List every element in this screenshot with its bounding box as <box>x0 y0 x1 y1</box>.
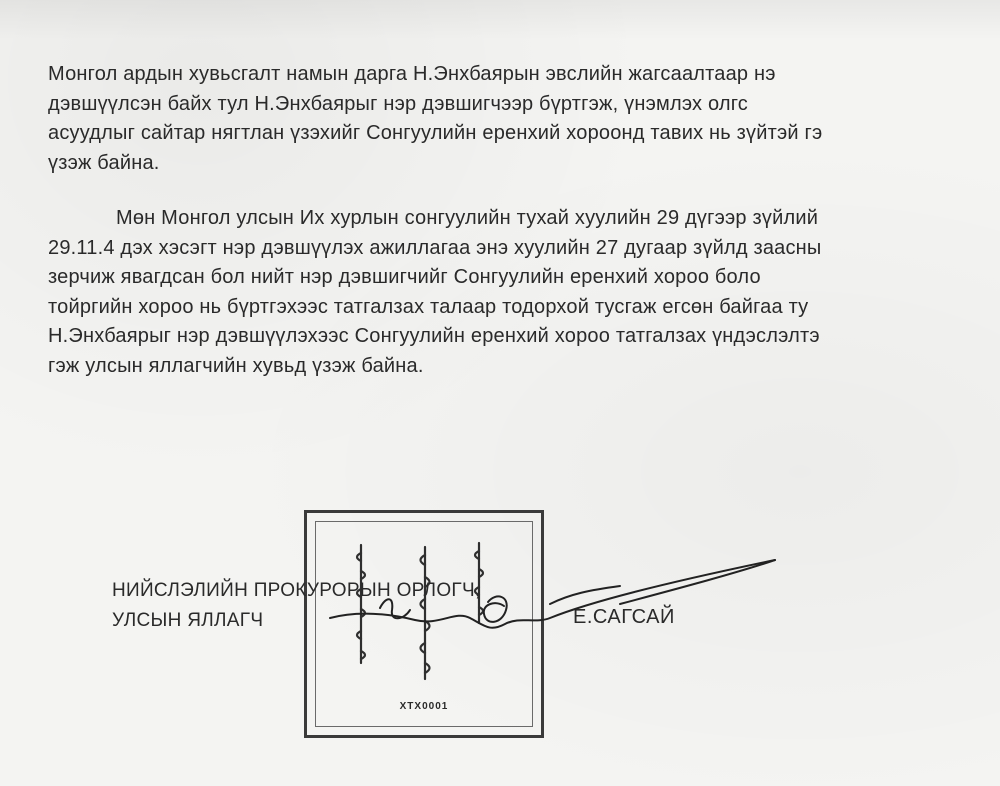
paragraph-line: гэж улсын яллагчийн хувьд үзэж байна. <box>48 354 424 377</box>
paragraph-line: дэвшүүлсэн байх тул Н.Энхбаярыг нэр дэвшигчээр бүртгэж, үнэмлэх олгс <box>48 92 748 115</box>
paragraph-line: үзэж байна. <box>48 151 160 174</box>
title-line: УЛСЫН ЯЛЛАГЧ <box>112 610 264 631</box>
scan-shadow <box>0 0 1000 40</box>
stamp-code: ХТХ0001 <box>399 701 449 712</box>
handwritten-signature <box>320 540 780 650</box>
paragraph-line: Н.Энхбаярыг нэр дэвшүүлэхээс Сонгуулийн еренхий хороо татгалзах үндэслэлтэ <box>48 325 820 347</box>
paragraph-line: зерчиж явагдсан бол нийт нэр дэвшигчийг Сонгуулийн еренхий хороо боло <box>48 266 761 288</box>
paragraph-line: тойргийн хороо нь бүртгэхээс татгалзах талаар тодорхой тусгаж егсөн байгаа ту <box>48 295 809 318</box>
paragraph-2 <box>48 204 993 381</box>
paragraph-line: 29.11.4 дэх хэсэгт нэр дэвшүүлэх ажиллагаа энэ хуулийн 27 дугаар зүйлд заасны <box>48 236 822 259</box>
paragraph-1 <box>48 60 993 178</box>
signer-name: Е.САГСАЙ <box>573 606 675 628</box>
paragraph-line: асуудлыг сайтар нягтлан үзэхийг Сонгуулийн еренхий хороонд тавих нь зүйтэй гэ <box>48 122 823 144</box>
paragraph-line: Монгол ардын хувьсгалт намын дарга Н.Энхбаярын эвслийн жагсаалтаар нэ <box>48 63 776 85</box>
paragraph-line: Мөн Монгол улсын Их хурлын сонгуулийн тухай хуулийн 29 дүгээр зүйлий <box>116 207 819 229</box>
title-line: НИЙСЛЭЛИЙН ПРОКУРОРЫН ОРЛОГЧ, <box>112 580 481 601</box>
